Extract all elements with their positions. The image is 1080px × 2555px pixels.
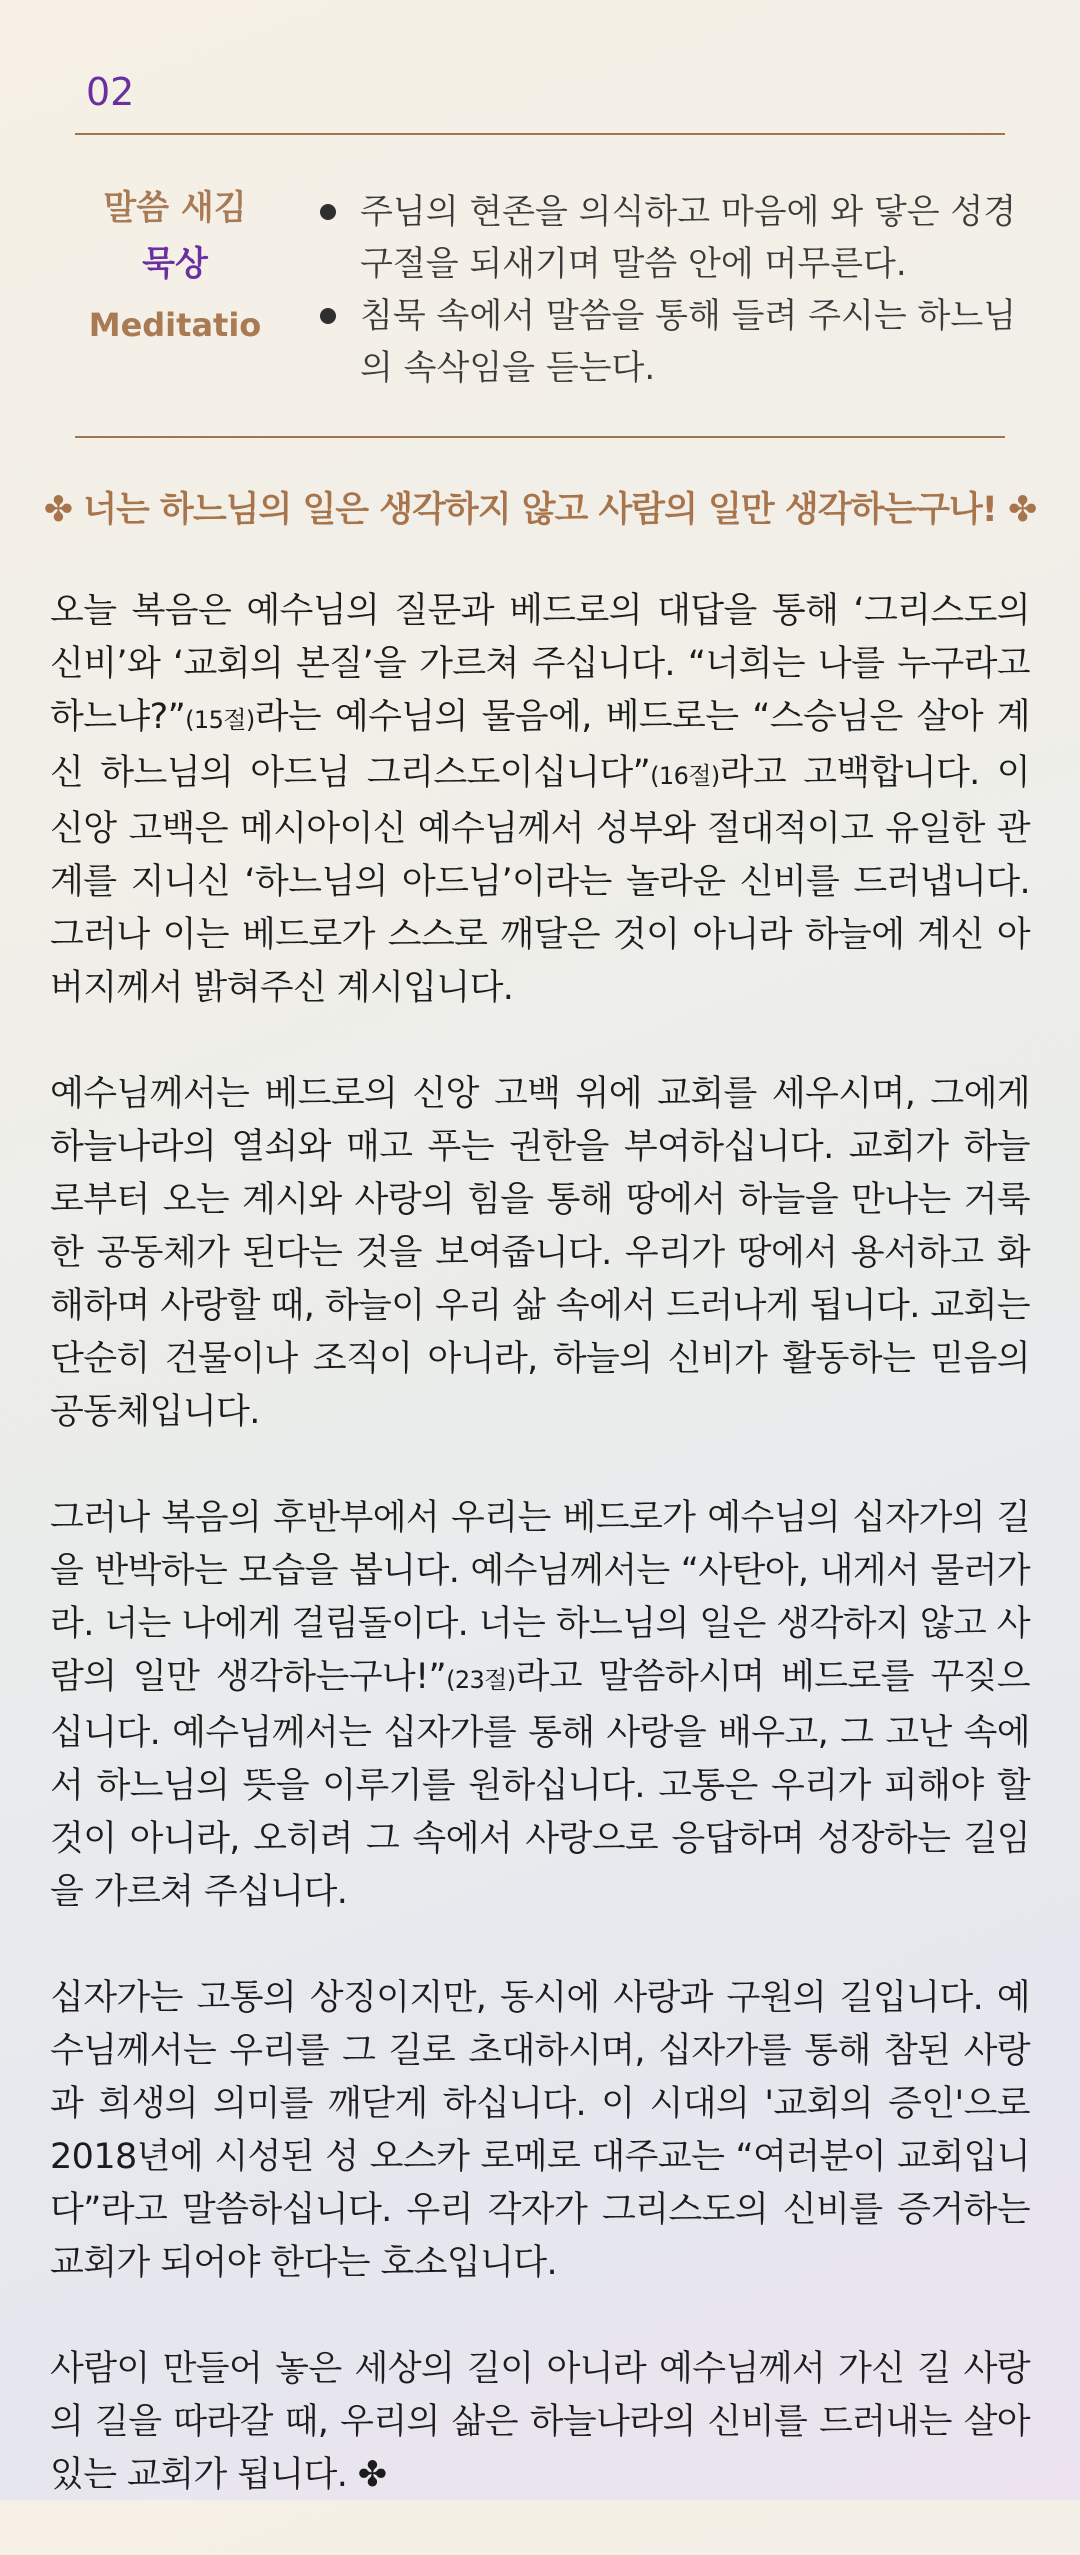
verse-reference: (16절) <box>650 762 720 790</box>
top-divider <box>75 133 1005 135</box>
verse-reference: (15절) <box>185 706 255 734</box>
paragraph-text: 사람이 만들어 놓은 세상의 길이 아니라 예수님께서 가신 길 사랑의 길을 따라갈 때, 우리의 삶은 하늘나라의 신비를 드러내는 살아 있는 교회가 됩니다. <box>50 2349 1030 2495</box>
paragraph-text: 오늘 복음은 예수님의 질문과 베드로의 대답을 통해 ‘그리스도의 신비’와 ‘교회의 본질’을 가르쳐 주십니다. “너희는 나를 누구라고 하느냐?” <box>50 591 1030 737</box>
section-label-korean: 말씀 새김 <box>103 188 247 228</box>
instruction-list <box>320 186 1020 394</box>
instruction-item: 침묵 속에서 말씀을 통해 들려 주시는 하느님의 속삭임을 듣는다. <box>320 290 1020 394</box>
section-label <box>60 185 290 353</box>
paragraph <box>50 2343 1030 2502</box>
section-label-latin: Meditatio <box>88 306 262 344</box>
section-label-meditation: 묵상 <box>142 244 208 284</box>
paragraph: 예수님께서는 베드로의 신앙 고백 위에 교회를 세우시며, 그에게 하늘나라의 열쇠와 매고 푸는 권한을 부여하십니다. 교회가 하늘로부터 오는 계시와 사랑의 힘을 통해 땅에서 하늘을 만나는 거룩한 공동체가 된다는 것을 보여줍니다. 우리가 땅에서 용서하고 화해하며 사랑할 때, 하늘이 우리 삶 속에서 드러나게 됩니다. 교회는 단순히 건물이나 조직이 아니라, 하늘의 신비가 활동하는 믿음의 공동체입니다. <box>50 1074 1030 1432</box>
paragraph-text: 라고 고백합니다. 이 신앙 고백은 메시아이신 예수님께서 성부와 절대적이고 유일한 관계를 지니신 ‘하느님의 아드님’이라는 놀라운 신비를 드러냅니다. 그러나 이는 베드로가 스스로 깨달은 것이 아니라 하늘에 계신 아버지께서 밝혀주신 계시입니다. <box>50 753 1030 1008</box>
meditation-body <box>50 585 1030 2555</box>
paragraph <box>50 1492 1030 1919</box>
headline-text: 너는 하느님의 일은 생각하지 않고 사람의 일만 생각하는구나! <box>83 490 997 530</box>
verse-reference: (23절) <box>446 1666 516 1694</box>
page-number: 02 <box>86 70 135 114</box>
paragraph <box>50 585 1030 1015</box>
clover-icon: ✤ <box>43 490 73 530</box>
clover-icon: ✤ <box>357 2455 387 2495</box>
paragraph: 십자가는 고통의 상징이지만, 동시에 사랑과 구원의 길입니다. 예수님께서는 우리를 그 길로 초대하시며, 십자가를 통해 참된 사랑과 희생의 의미를 깨닫게 하십니다. 이 시대의 '교회의 증인'으로 2018년에 시성된 성 오스카 로메로 대주교는 “여러분이 교회입니다”라고 말씀하십니다. 우리 각자가 그리스도의 신비를 증거하는 교회가 되어야 한다는 호소입니다. <box>50 1978 1030 2283</box>
paragraph-text: 라는 예수님의 물음에, 베드로는 “스승님은 살아 계신 하느님의 아드님 그리스도이십니다” <box>50 697 1030 793</box>
clover-icon: ✤ <box>1007 490 1037 530</box>
bottom-divider <box>75 436 1005 438</box>
instruction-item: 주님의 현존을 의식하고 마음에 와 닿은 성경구절을 되새기며 말씀 안에 머무른다. <box>320 186 1020 290</box>
paragraph-text: 그러나 복음의 후반부에서 우리는 베드로가 예수님의 십자가의 길을 반박하는 모습을 봅니다. 예수님께서는 “사탄아, 내게서 물러가라. 너는 나에게 걸림돌이다. 너는 하느님의 일은 생각하지 않고 사람의 일만 생각하는구나!” <box>50 1498 1030 1697</box>
paragraph-text: 라고 말씀하시며 베드로를 꾸짖으십니다. 예수님께서는 십자가를 통해 사랑을 배우고, 그 고난 속에서 하느님의 뜻을 이루기를 원하십니다. 고통은 우리가 피해야 할 것이 아니라, 오히려 그 속에서 사랑으로 응답하며 성장하는 길임을 가르쳐 주십니다. <box>50 1657 1030 1912</box>
headline <box>40 482 1040 532</box>
